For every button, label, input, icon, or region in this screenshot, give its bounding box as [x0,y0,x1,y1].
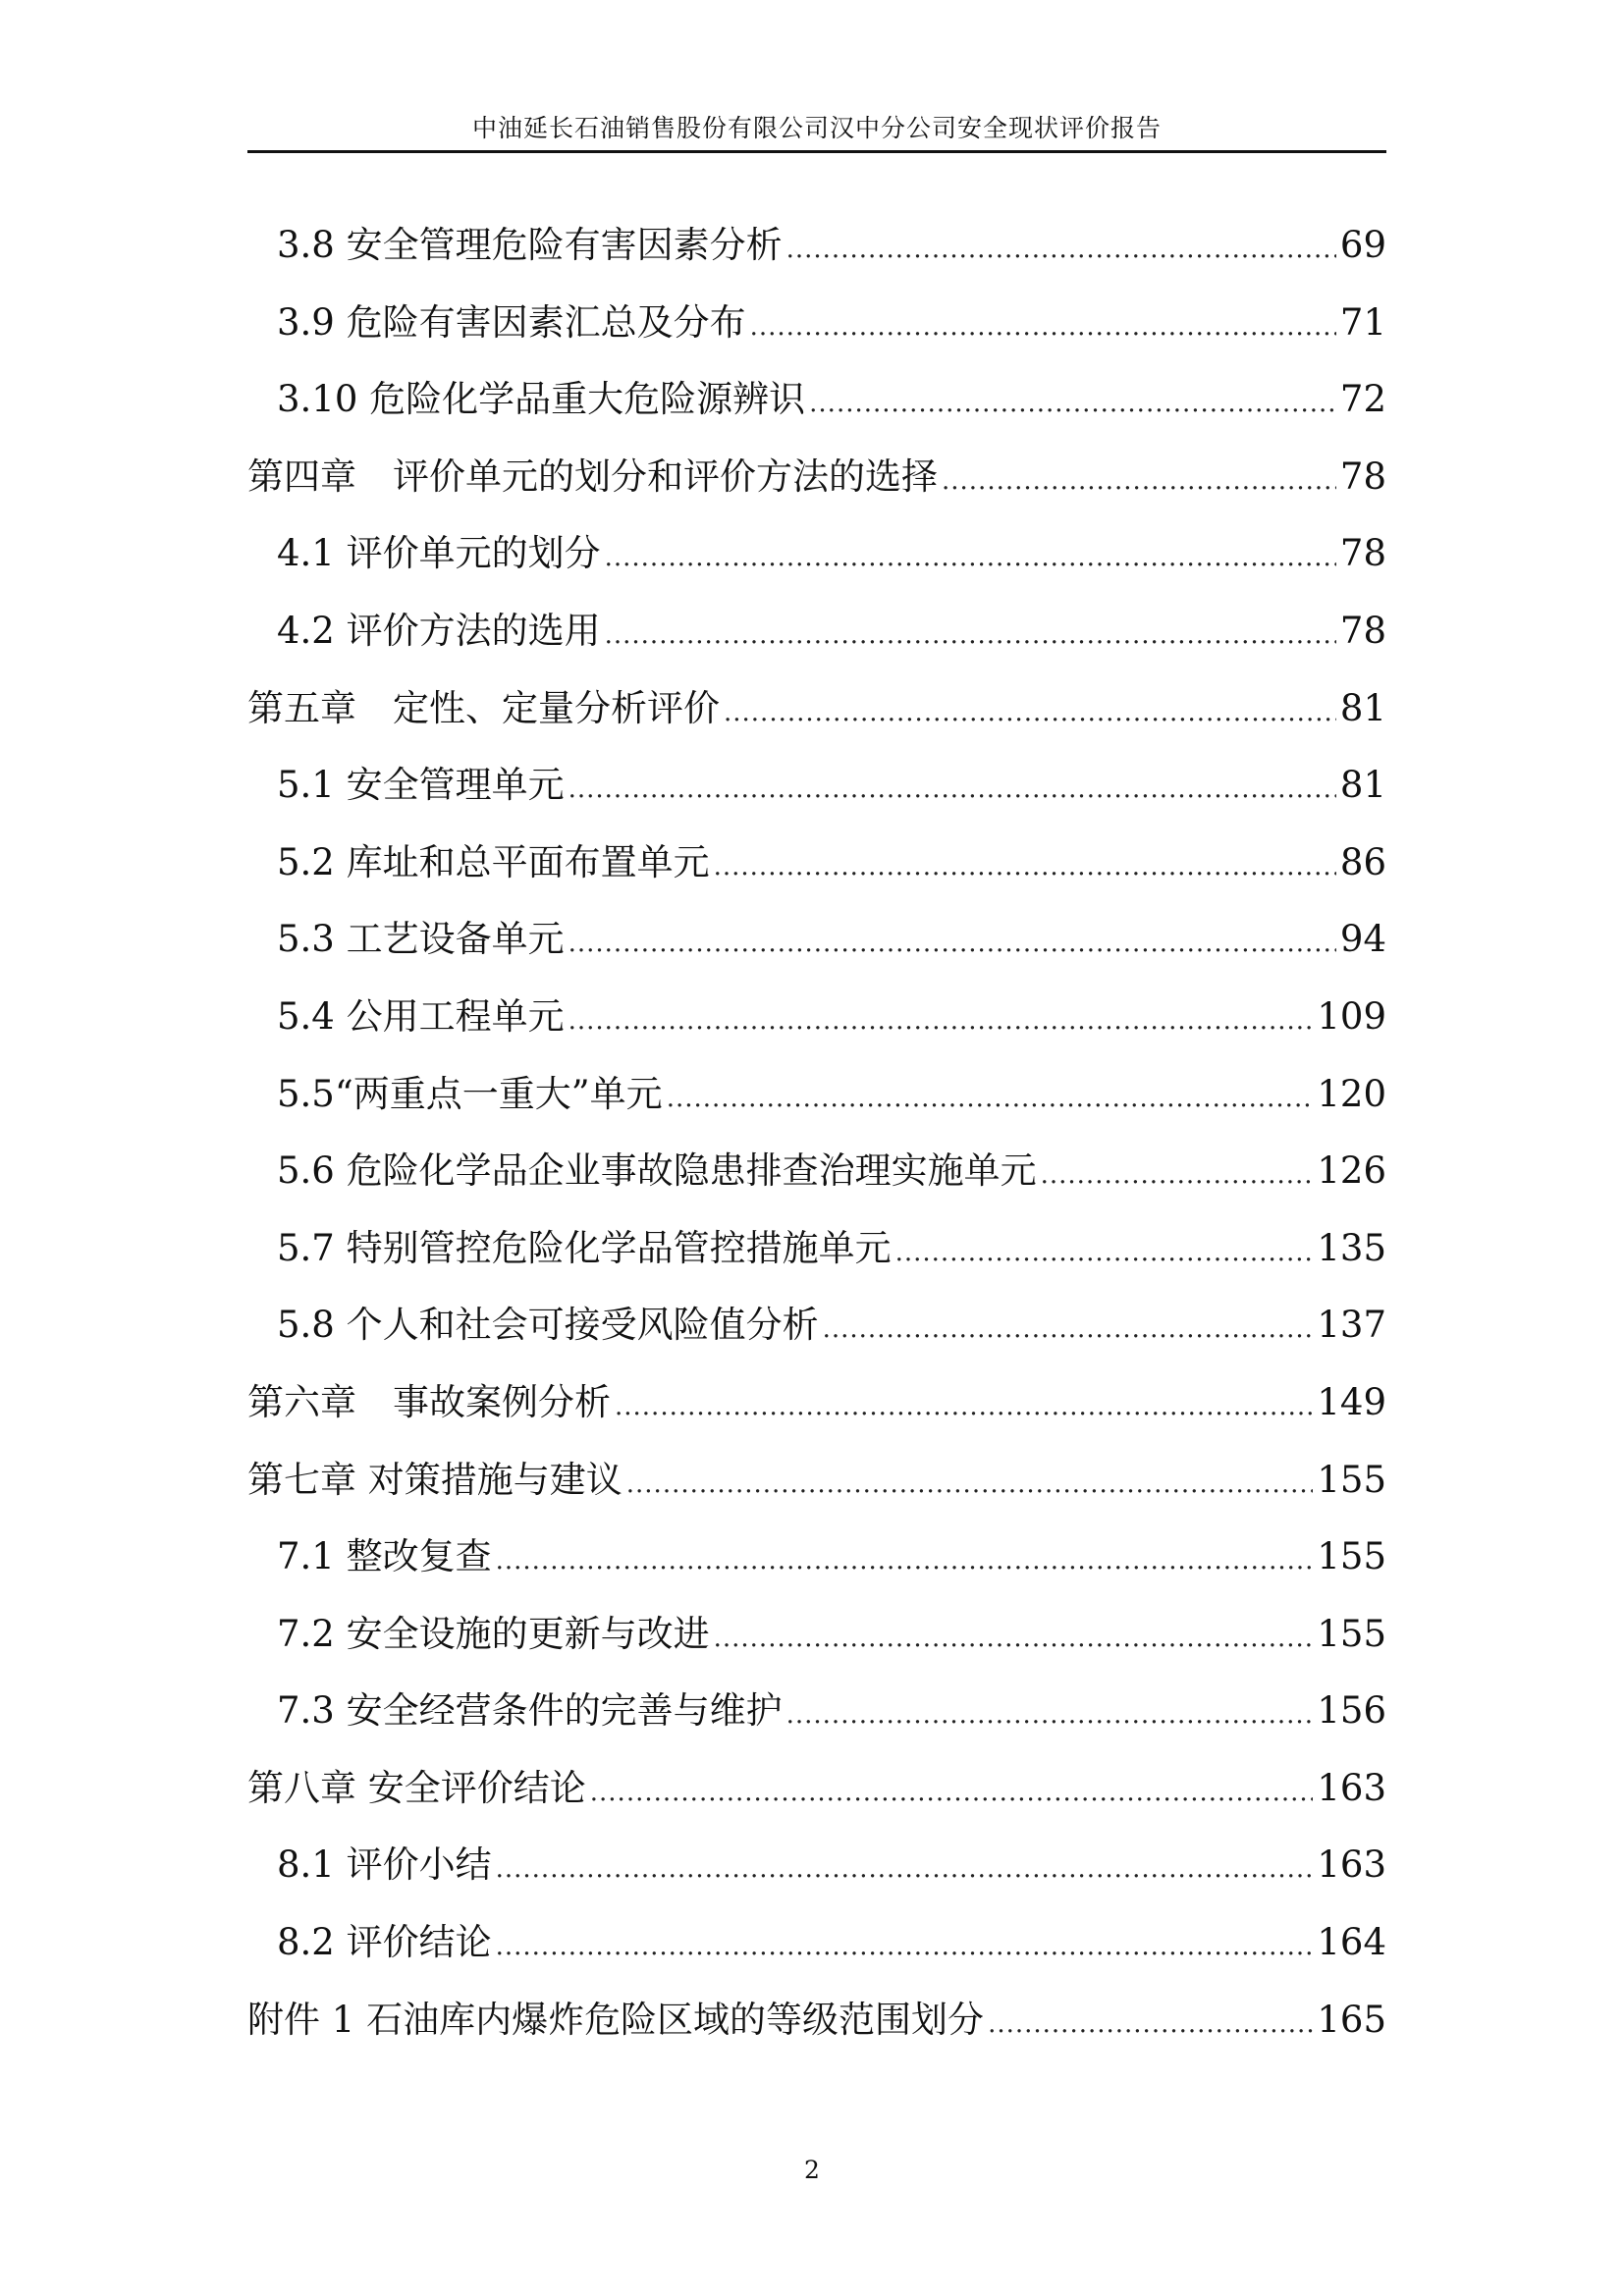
toc-dot-leader [605,528,1336,587]
toc-page-number: 109 [1317,994,1386,1038]
toc-entry-title: 3.8 安全管理危险有害因素分析 [277,224,783,266]
toc-dot-leader [714,1609,1314,1668]
toc-page-number: 78 [1339,454,1386,498]
toc-entry[interactable] [247,216,1386,294]
toc-entry[interactable] [247,448,1386,525]
toc-entry-title: 第四章 评价单元的划分和评价方法的选择 [247,454,938,498]
toc-entry-title: 7.2 安全设施的更新与改进 [277,1612,710,1655]
toc-page-number: 69 [1339,224,1386,266]
toc-page-number: 165 [1317,1998,1386,2041]
toc-entry[interactable] [247,370,1386,448]
toc-entry[interactable] [247,524,1386,602]
toc-page-number: 86 [1339,840,1386,883]
toc-entry[interactable] [247,1605,1386,1682]
toc-entry-title: 4.1 评价单元的划分 [277,532,601,575]
toc-entry-title: 附件 1 石油库内爆炸危险区域的等级范围划分 [247,1998,985,2041]
toc-entry-title: 5.6 危险化学品企业事故隐患排查治理实施单元 [277,1149,1037,1193]
toc-entry[interactable] [247,1373,1386,1451]
toc-entry[interactable] [247,602,1386,679]
toc-dot-leader [605,606,1336,665]
toc-entry-title: 5.3 工艺设备单元 [277,918,565,961]
toc-dot-leader [496,1840,1314,1898]
page-number: 2 [804,2156,820,2184]
toc-dot-leader [786,1685,1314,1744]
toc-entry[interactable] [247,1682,1386,1759]
toc-entry[interactable] [247,1836,1386,1913]
table-of-contents [247,216,1386,2067]
toc-entry[interactable] [247,1219,1386,1297]
toc-dot-leader [590,1763,1314,1822]
toc-entry[interactable] [247,756,1386,833]
toc-dot-leader [823,1300,1314,1359]
toc-entry[interactable] [247,1296,1386,1373]
toc-entry-title: 5.4 公用工程单元 [277,994,565,1038]
page-header: 中油延长石油销售股份有限公司汉中分公司安全现状评价报告 [471,114,1162,142]
toc-dot-leader [988,1995,1313,2054]
toc-page-number: 120 [1317,1072,1386,1115]
toc-entry-title: 5.8 个人和社会可接受风险值分析 [277,1304,819,1347]
toc-page-number: 81 [1339,764,1386,807]
toc-entry-title: 第五章 定性、定量分析评价 [247,686,720,729]
toc-entry-title: 5.1 安全管理单元 [277,764,565,807]
toc-entry[interactable] [247,1451,1386,1528]
toc-page-number: 71 [1339,300,1386,344]
toc-entry-title: 8.2 评价结论 [277,1921,492,1964]
toc-dot-leader [615,1377,1313,1436]
toc-entry-title: 5.7 特别管控危险化学品管控措施单元 [277,1226,892,1269]
toc-entry-title: 3.10 危险化学品重大危险源辨识 [277,378,806,421]
toc-page-number: 164 [1317,1921,1386,1964]
toc-page-number: 155 [1317,1458,1386,1501]
toc-page-number: 149 [1317,1380,1386,1423]
toc-dot-leader [809,374,1336,433]
toc-entry-title: 8.1 评价小结 [277,1843,492,1887]
toc-dot-leader [496,1917,1314,1976]
toc-entry[interactable] [247,910,1386,988]
toc-page-number: 78 [1339,532,1386,575]
toc-dot-leader [714,837,1336,896]
toc-entry[interactable] [247,1527,1386,1605]
toc-dot-leader [568,914,1336,973]
toc-entry-title: 5.5“两重点一重大”单元 [277,1072,663,1115]
toc-dot-leader [568,991,1314,1050]
toc-entry-title: 7.1 整改复查 [277,1535,492,1578]
toc-page-number: 156 [1317,1689,1386,1733]
toc-page-number: 81 [1339,686,1386,729]
toc-dot-leader [750,297,1336,356]
toc-entry[interactable] [247,1913,1386,1991]
toc-page-number: 155 [1317,1612,1386,1655]
toc-entry[interactable] [247,294,1386,371]
toc-page-number: 163 [1317,1843,1386,1887]
toc-entry[interactable] [247,1759,1386,1837]
toc-dot-leader [942,452,1336,510]
toc-page-number: 163 [1317,1766,1386,1809]
toc-entry-title: 第六章 事故案例分析 [247,1380,611,1423]
toc-entry-title: 第八章 安全评价结论 [247,1766,586,1809]
toc-page-number: 78 [1339,609,1386,652]
toc-page-number: 126 [1317,1149,1386,1193]
toc-page-number: 135 [1317,1226,1386,1269]
toc-entry-title: 4.2 评价方法的选用 [277,609,601,652]
toc-page-number: 137 [1317,1304,1386,1347]
toc-entry[interactable] [247,1065,1386,1143]
toc-page-number: 94 [1339,918,1386,961]
toc-dot-leader [895,1223,1314,1282]
toc-dot-leader [1041,1146,1314,1204]
toc-entry[interactable] [247,833,1386,911]
toc-page-number: 72 [1339,378,1386,421]
toc-entry[interactable] [247,988,1386,1065]
toc-dot-leader [626,1455,1314,1514]
toc-entry-title: 7.3 安全经营条件的完善与维护 [277,1689,783,1733]
toc-entry-title: 5.2 库址和总平面布置单元 [277,840,710,883]
toc-page-number: 155 [1317,1535,1386,1578]
toc-entry[interactable] [247,1991,1386,2068]
toc-dot-leader [786,220,1336,279]
toc-dot-leader [496,1531,1314,1590]
toc-entry[interactable] [247,1142,1386,1219]
header-divider [247,150,1386,153]
toc-entry-title: 第七章 对策措施与建议 [247,1458,623,1501]
toc-entry[interactable] [247,679,1386,757]
toc-dot-leader [667,1069,1314,1128]
toc-dot-leader [724,683,1336,742]
toc-dot-leader [568,760,1336,819]
toc-entry-title: 3.9 危险有害因素汇总及分布 [277,300,746,344]
